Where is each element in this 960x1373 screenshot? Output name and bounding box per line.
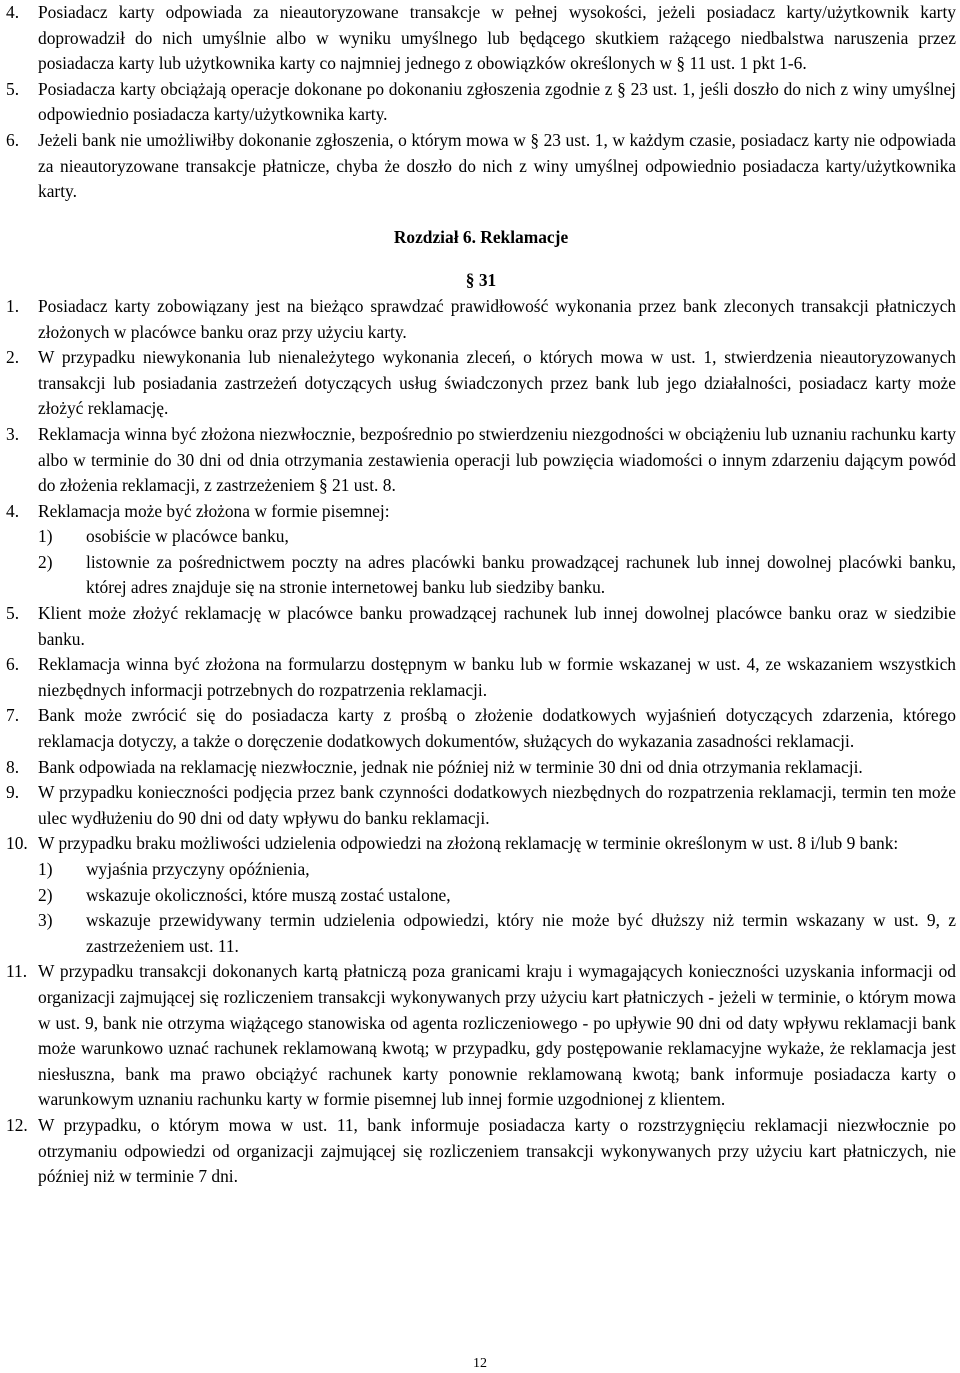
- sub-item: [38, 883, 956, 909]
- item-5: [6, 601, 956, 652]
- item-number: 6.: [6, 654, 20, 675]
- sub-item-number: 2): [38, 884, 53, 905]
- sub-item: [38, 908, 956, 959]
- document-page: [6, 0, 956, 1190]
- sub-item: [38, 857, 956, 883]
- item-number: 5.: [6, 603, 20, 624]
- item-number: 1.: [6, 295, 20, 316]
- item-number: 3.: [6, 423, 20, 444]
- paragraph-5: [6, 77, 956, 128]
- item-text: W przypadku transakcji dokonanych kartą płatniczą poza granicami kraju i wymagających konieczności uzyskania informacji od organizacji zajmującej się rozliczeniem transakcji wykonywanych przy użyciu kart płatniczych - jeżeli w terminie, o którym mowa w ust. 9, bank nie otrzyma wiążącego stanowiska od agenta rozliczeniowego - po upływie 90 dni od daty wpływu reklamacji bank może warunkowo uznać rachunek reklamowaną kwotą; w przypadku, gdy postępowanie reklamacyjne wykaże, że reklamacja jest niesłuszna, bank ma prawo obciążyć rachunek karty ponownie reklamowaną kwotą; bank informuje posiadacza karty o warunkowym uznaniu rachunku karty w formie pisemnej lub innej formie uzgodnionej z klientem.: [38, 961, 956, 1110]
- sub-list: [38, 857, 956, 959]
- sub-item-text: osobiście w placówce banku,: [86, 526, 289, 547]
- sub-item: [38, 550, 956, 601]
- paragraph-6: [6, 128, 956, 205]
- paragraph-text: Jeżeli bank nie umożliwiłby dokonanie zgłoszenia, o którym mowa w § 23 ust. 1, w każdym czasie, posiadacz karty nie odpowiada za nieautoryzowane transakcje płatnicze, chyba że doszło do nich z winy umyślnej odpowiednio posiadacza karty/użytkownika karty.: [38, 129, 956, 202]
- sub-item-text: wskazuje przewidywany termin udzielenia odpowiedzi, który nie może być dłuższy niż termin wskazany w ust. 9, z zastrzeżeniem ust. 11.: [86, 910, 956, 956]
- item-text: W przypadku braku możliwości udzielenia odpowiedzi na złożoną reklamację w terminie określonym w ust. 8 i/lub 9 bank:: [38, 833, 899, 854]
- sub-item-number: 3): [38, 910, 53, 931]
- item-number: 2.: [6, 347, 20, 368]
- sub-item-text: listownie za pośrednictwem poczty na adres placówki banku prowadzącej rachunek lub innej dowolnej placówki banku, której adres znajduje się na stronie internetowej banku lub siedziby banku.: [86, 551, 956, 598]
- item-9: [6, 780, 956, 831]
- item-text: W przypadku, o którym mowa w ust. 11, bank informuje posiadacza karty o rozstrzygnięciu reklamacji niezwłocznie po otrzymaniu odpowiedzi od organizacji zajmującej się rozliczeniem transakcji wykonywanych przy użyciu kart płatniczych, nie później niż w terminie 7 dni.: [38, 1114, 956, 1187]
- item-text: Reklamacja winna być złożona niezwłocznie, bezpośrednio po stwierdzeniu niezgodności w obciążeniu lub uznaniu rachunku karty albo w terminie do 30 dni od dnia otrzymania zestawienia operacji lub powzięcia wiadomości o innym zdarzeniu dającym powód do złożenia reklamacji, z zastrzeżeniem § 21 ust. 8.: [38, 423, 956, 496]
- item-number: 4.: [6, 500, 20, 521]
- item-7: [6, 703, 956, 754]
- item-3: [6, 422, 956, 499]
- sub-item-text: wyjaśnia przyczyny opóźnienia,: [86, 859, 310, 879]
- item-text: Bank może zwrócić się do posiadacza karty z prośbą o złożenie dodatkowych wyjaśnień dotyczących zdarzenia, którego reklamacja dotyczy, a także o doręczenie dodatkowych dokumentów, służących do wykazania zasadności reklamacji.: [38, 705, 956, 752]
- item-number: 8.: [6, 756, 20, 777]
- item-1: [6, 294, 956, 345]
- page-number: 12: [473, 1356, 487, 1371]
- item-number: 9.: [6, 782, 20, 803]
- item-text: W przypadku konieczności podjęcia przez bank czynności dodatkowych niezbędnych do rozpatrzenia reklamacji, termin ten może ulec wydłużeniu do 90 dni od daty wpływu do banku reklamacji.: [38, 782, 956, 828]
- chapter-title: Rozdział 6. Reklamacje: [393, 226, 569, 247]
- section-title: § 31: [465, 270, 497, 291]
- paragraph-text: Posiadacz karty odpowiada za nieautoryzowane transakcje w pełnej wysokości, jeżeli posiadacz karty/użytkownik karty doprowadził do nich umyślnie albo w wyniku umyślnego lub będącego skutkiem rażącego niedbalstwa naruszenia przez posiadacza karty lub użytkownika karty co najmniej jednego z obowiązków określonych w § 11 ust. 1 pkt 1-6.: [38, 2, 956, 74]
- paragraph-number: 5.: [6, 78, 20, 99]
- item-text: Klient może złożyć reklamację w placówce banku prowadzącej rachunek lub innej dowolnej placówce banku oraz w siedzibie banku.: [38, 603, 956, 649]
- item-number: 11.: [6, 961, 28, 982]
- item-11: [6, 959, 956, 1113]
- item-number: 12.: [6, 1114, 28, 1135]
- item-12: [6, 1113, 956, 1190]
- sub-item-text: wskazuje okoliczności, które muszą zostać ustalone,: [86, 884, 451, 905]
- item-10: [6, 831, 956, 959]
- item-8: [6, 755, 956, 781]
- item-text: Bank odpowiada na reklamację niezwłocznie, jednak nie później niż w terminie 30 dni od dnia otrzymania reklamacji.: [38, 756, 863, 777]
- item-number: 10.: [6, 833, 28, 854]
- paragraph-number: 4.: [6, 2, 20, 22]
- sub-list: [38, 524, 956, 601]
- sub-item-number: 1): [38, 859, 53, 879]
- sub-item: [38, 524, 956, 550]
- item-text: Reklamacja może być złożona w formie pisemnej:: [38, 500, 390, 521]
- item-text: W przypadku niewykonania lub nienależytego wykonania zleceń, o których mowa w ust. 1, stwierdzenia nieautoryzowanych transakcji lub posiadania zastrzeżeń dotyczących usług świadczonych przez bank lub jego działalności, posiadacz karty może złożyć reklamację.: [38, 347, 956, 419]
- item-6: [6, 652, 956, 703]
- paragraph-number: 6.: [6, 129, 20, 150]
- item-2: [6, 345, 956, 422]
- item-4: [6, 499, 956, 601]
- item-number: 7.: [6, 705, 20, 726]
- sub-item-number: 1): [38, 526, 53, 547]
- paragraph-4: [6, 0, 956, 77]
- item-text: Posiadacz karty zobowiązany jest na bieżąco sprawdzać prawidłowość wykonania przez bank zleconych transakcji płatniczych złożonych w placówce banku oraz przy użyciu karty.: [38, 295, 956, 342]
- paragraph-text: Posiadacza karty obciążają operacje dokonane po dokonaniu zgłoszenia zgodnie z § 23 ust. 1, jeśli doszło do nich z winy umyślnej odpowiednio posiadacza karty/użytkownika karty.: [38, 78, 956, 125]
- sub-item-number: 2): [38, 551, 53, 572]
- item-text: Reklamacja winna być złożona na formularzu dostępnym w banku lub w formie wskazanej w ust. 4, ze wskazaniem wszystkich niezbędnych informacji potrzebnych do rozpatrzenia reklamacji.: [38, 654, 956, 700]
